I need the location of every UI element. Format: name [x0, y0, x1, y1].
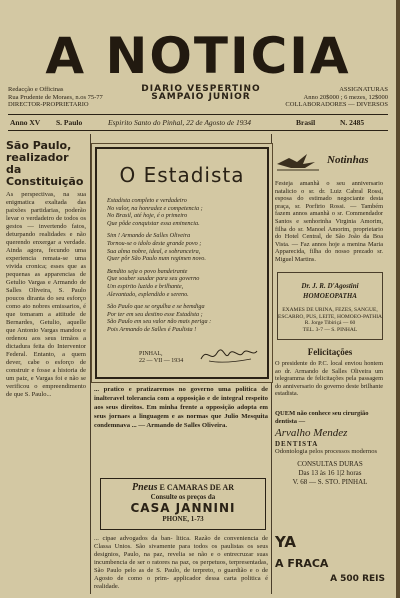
masthead-left-info	[8, 86, 118, 109]
verse: Estadista completo e verdadeiro	[107, 197, 187, 204]
right-info-line: ASSIGNATURAS	[339, 86, 388, 93]
felicitacoes-text: O presidente do P.C. local enviou hontem ao dr. Armando de Salles Oliveira um telegramma de felicitações pela passagem do anniversario do governo deste brilhante estadista.	[275, 360, 383, 398]
ad-line	[101, 482, 265, 493]
notes-header	[275, 148, 385, 176]
price-text: A 500 REIS	[330, 574, 385, 584]
verse: Pois Armando de Salles é Paulista !	[107, 325, 197, 333]
masthead-center	[126, 86, 276, 101]
date: Espirito Santo do Pinhal, 22 de Agosto de 1934	[108, 118, 251, 127]
dentist-name: Arvalho Mendez	[275, 427, 348, 439]
verse: Um espirito luzido e brilhante,	[107, 282, 184, 290]
ad-shop-name: CASA JANNINI	[130, 501, 236, 515]
stanza	[107, 268, 259, 298]
consult-heading: CONSULTAS DURAS	[297, 460, 363, 468]
verse: Sua alma nobre, ideal, e sobranceira,	[107, 247, 201, 255]
consult-hours: Das 13 às 16 1|2 horas	[298, 469, 362, 477]
doctor-line: R. Jorge Tibiriçá — 60	[304, 320, 356, 326]
dentist-advert	[275, 410, 385, 487]
consult-address: V. 68 — S. STO. PINHAL	[292, 478, 368, 486]
notes-title: Notinhas	[327, 154, 369, 166]
ad-pneus: Pneus	[131, 482, 158, 493]
verse: São Paulo em seu valor não mais periga :	[107, 318, 212, 326]
doctor-title: HOMOEOPATHA	[303, 292, 357, 300]
poem-place: PINHAL,	[139, 351, 163, 357]
binding-edge	[396, 0, 400, 598]
left-info-line: Rua Prudente de Moraes, n.os 75-77	[8, 93, 103, 101]
doctor-heading	[278, 281, 382, 301]
article-body: As perspectivas, na sua enigmatica exaltada das paixões partidarias, poderão levar o verdadeiro de todos os gestos — invertendo fatos, deturpando realidades e não querendo enxergar a verdade. Ainda agora, fecundo uma experiencia remata-se uma vivida cronica; esses que as pequenas as apparencias de Getulio Vargas e Armando de Salles Oliveira, S. Paulo poucos diranta do seu esforço como ato nobres emissarios, é que tomaram a attitude de Bernardes, Getulio, aquelle que Antonio Vargas mandou e ordenou aos seus irmãos a dictadura feita do Interventor Federal. Entanto, a quem dever, cabe o esforço de construir e fosse a historia de um paiz, e Vargas foi e não se verificou o empreendimento de que S. Paulo...	[6, 191, 86, 398]
newspaper-title: A NOTICIA	[45, 27, 351, 85]
bottom-rule	[8, 130, 388, 131]
verse: Bendito seja o povo bandeirante	[107, 267, 188, 275]
doctor-advert	[277, 272, 383, 340]
left-info-line: Redacção e Officinas	[8, 86, 64, 93]
dentist-specialty: Odontologia pelos processos modernos	[275, 448, 378, 455]
country: Brasil	[296, 118, 316, 127]
verse: Alevantado, esplendido e sereno.	[107, 290, 189, 298]
verse: Tornou-se o idolo deste grande povo ;	[107, 239, 202, 247]
article-headline: São Paulo, realizador da Constituição	[6, 140, 84, 188]
paper-type: DIARIO VESPERTINO	[141, 84, 261, 94]
ad-camaras: E CAMARAS DE AR	[159, 483, 234, 492]
stanza	[107, 197, 259, 227]
poem-title: O Estadista	[119, 163, 245, 187]
ya-text: YA	[275, 533, 297, 551]
issue-number: N. 2485	[340, 118, 365, 127]
dentist-label: DENTISTA	[275, 440, 319, 448]
doctor-line: TEL. 3-7 — S. PINHAL	[302, 326, 358, 333]
masthead-right-info	[278, 86, 388, 109]
advert-casa-jannini	[100, 478, 266, 530]
stanza	[107, 303, 259, 333]
verse: Por ter em seu destino esse Estadista ;	[107, 310, 203, 318]
top-rule	[8, 114, 388, 115]
masthead	[8, 28, 388, 90]
verse: Sim ! Armando de Salles Oliveira	[107, 232, 191, 240]
place: S. Paulo	[56, 118, 83, 127]
verse: Quer pôr São Paulo num regimen novo.	[107, 255, 206, 263]
dentist-consult	[275, 460, 385, 487]
notes-text: Festeja amanhã o seu anniversario natalicio o sr. dr. Luiz Cabral Rossi, esposa do estimado negociante desta praça, sr. Porfirio Rossi. — Também fazem annos amanhã o sr. Commendador Santos e senhorinha Virginia Amorim, filha do sr. Manoel Amorim, proprietario do Hotel Central, de São João da Boa Vista. — Faz annos hoje a menina Maria Apparecida, filha do nosso prezado sr. Miguel Martins.	[275, 180, 383, 263]
doctor-name: Dr. J. R. D'Agostini	[301, 282, 359, 290]
left-info-line: DIRECTOR-PROPRIETARIO	[8, 101, 89, 108]
verse: São Paulo que se orgulha e se bemdiga	[107, 303, 205, 311]
verse: Que souber saudar para seu governo	[107, 275, 200, 283]
doctor-details	[278, 307, 382, 333]
bird-ornament-icon	[275, 150, 321, 174]
ad-line: Consulte os preços da	[150, 493, 216, 501]
doctor-line: EXAMES DE URINA, FEZES, SANGUE, ESCARRO, PUS, LEITE, HOMOEO-PATHIA	[278, 307, 382, 320]
poem-date: 22 — VII — 1934	[139, 358, 184, 364]
fraca-text: A FRACA	[275, 557, 329, 570]
verse: Que pôde conquistar essa eminencia.	[107, 219, 200, 227]
column-divider	[271, 134, 272, 594]
masthead-subrow	[8, 86, 388, 114]
poem-box	[95, 147, 269, 379]
ad-phone: PHONE, 1-73	[162, 515, 204, 523]
poem-place-date	[139, 351, 183, 365]
poem-verses	[107, 197, 259, 339]
article-column	[6, 140, 86, 595]
year: Anno XV	[10, 118, 41, 127]
handwritten-signature-icon	[199, 345, 259, 365]
dentist-question: QUEM não conhece seu cirurgião dentista —	[275, 410, 369, 425]
felicitacoes-title: Felicitações	[307, 347, 353, 357]
dateline	[8, 116, 388, 130]
right-info-line: Anno 20$000 ; 6 mezes, 12$000	[303, 93, 388, 101]
quote-text: ... pratico e pratizaremos no governo uma politica de inalteravel tolerancia com a opposição e de integral respeito aos seus direitos. Em minha frente a opposição adopta em seus jornaes a linguagem e as normas que Julio Mesquita condemnava ... — Armando de Salles Oliveira.	[94, 386, 268, 429]
fraca-advert	[275, 533, 385, 585]
verse: No valor, na honradez e competencia ;	[107, 204, 203, 212]
stanza	[107, 232, 259, 262]
bottom-article: ... cipae advogados da ban- litica. Razão de conveniencia de Classa Unios. São sivamente para todos os paulistas os seus designios, Paulo, na paz, revelia se não e o entrecruzar suas incumbencia de ser o ratores na paz, os perpetuos, terpresentadas, São Paulo pelo as de S. Paulo, de terpreto, o guardião e o de Agosto de como o prim- applicador dessa carta politica é realidade.	[94, 535, 268, 590]
right-info-line: COLLABORADORES — DIVERSOS	[285, 101, 388, 108]
column-divider	[90, 134, 91, 594]
director-name: SAMPAIO JUNIOR	[151, 91, 251, 102]
verse: No Brasil, até hoje, é o primeiro	[107, 212, 188, 220]
